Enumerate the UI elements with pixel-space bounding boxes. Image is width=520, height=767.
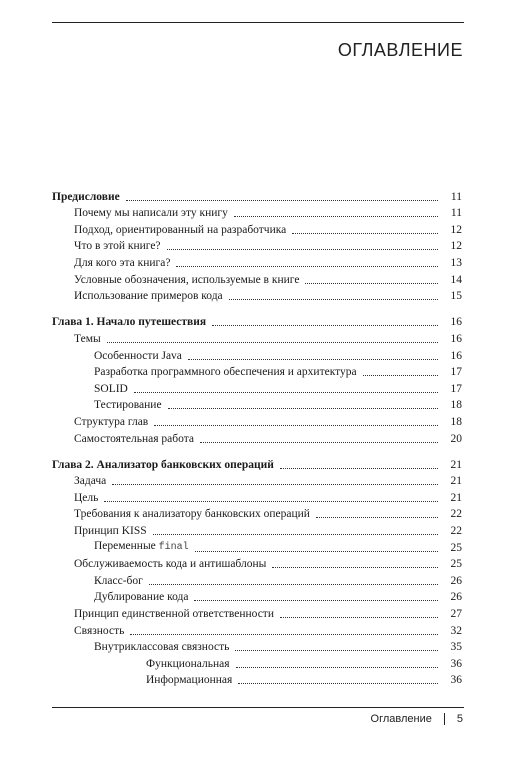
toc-entry-title [52,382,128,396]
toc-entry-label: Функциональная [146,657,230,670]
toc-entry[interactable] [52,621,462,638]
toc-entry-page: 26 [450,574,462,587]
dot-leader [234,216,438,217]
toc-entry-label: Внутриклассовая связность [94,641,230,654]
toc-entry-label: Глава 2. Анализатор банковских операций [52,458,274,471]
toc-entry-label: Класс-бог [94,574,143,587]
dot-leader [126,200,438,201]
toc-entry-title [52,507,310,521]
toc-entry[interactable] [52,363,462,380]
toc-entry-label: Использование примеров кода [74,290,223,303]
toc-entry-title [52,256,170,270]
dot-leader [280,468,438,469]
toc-entry-label: Подход, ориентированный на разработчика [74,223,287,236]
toc-entry-title [52,607,274,621]
footer-section-label: Оглавление [370,713,432,725]
toc-entry-label: Почему мы написали эту книгу [74,207,228,220]
toc-entry-page: 21 [450,491,462,504]
toc-entry[interactable] [52,253,462,270]
toc-entry-page: 18 [450,399,462,412]
dot-leader [236,667,438,668]
toc-entry[interactable] [52,588,462,605]
toc-entry-label: Дублирование кода [94,591,189,604]
toc-entry-title [52,474,106,488]
toc-entry-page: 36 [450,674,462,687]
footer-page-number: 5 [456,713,463,725]
dot-leader [112,484,438,485]
page-title: ОГЛАВЛЕНИЕ [337,40,463,60]
toc-entry-title [52,315,206,329]
toc-entry-page: 18 [450,415,462,428]
dot-leader [292,233,438,234]
toc-entry-title [52,239,161,253]
dot-leader [153,534,438,535]
toc-entry-title [52,206,228,220]
toc-entry-page: 15 [450,290,462,303]
toc-entry-title [52,415,148,429]
toc-entry-label: Предисловие [52,190,120,203]
toc-entry-label: Переменные [94,539,159,552]
toc-entry-label: Информационная [146,674,233,687]
toc-entry-page: 32 [450,624,462,637]
toc-entry[interactable] [52,638,462,655]
toc-entry-title [52,432,194,446]
toc-entry-page: 14 [450,273,462,286]
toc-entry-page: 27 [450,608,462,621]
toc-entry-title [52,458,274,472]
dot-leader [168,408,438,409]
toc-entry[interactable] [52,313,462,330]
toc-entry-page: 16 [450,332,462,345]
toc-entry[interactable] [52,538,462,555]
toc-entry-page: 21 [450,458,462,471]
toc-entry[interactable] [52,455,462,472]
toc-entry-page: 36 [450,657,462,670]
toc-entry[interactable] [52,505,462,522]
dot-leader [107,342,438,343]
toc-entry-title [52,524,147,538]
toc-entry[interactable] [52,521,462,538]
toc-entry-page: 25 [450,541,462,554]
toc-entry[interactable] [52,671,462,688]
toc-entry-label: Что в этой книге? [74,240,161,253]
toc-entry-label: SOLID [94,382,128,395]
toc-entry-label: Темы [74,332,101,345]
dot-leader [134,392,438,393]
toc-entry[interactable] [52,379,462,396]
toc-entry-title [52,574,143,588]
dot-leader [154,425,438,426]
toc-entry[interactable] [52,204,462,221]
toc-entry[interactable] [52,329,462,346]
toc-entry-page: 22 [450,508,462,521]
toc-entry-title [52,273,299,287]
dot-leader [149,584,438,585]
toc-entry-title [52,491,98,505]
toc-entry[interactable] [52,287,462,304]
toc-entry-title [52,539,189,555]
dot-leader [167,249,438,250]
toc-entry-label: Для кого эта книга? [74,256,171,269]
toc-entry-title [52,289,223,303]
toc-entry-page: 26 [450,591,462,604]
toc-entry-page: 21 [450,475,462,488]
toc-entry-label: Условные обозначения, используемые в книге [74,273,300,286]
toc-entry-page: 35 [450,641,462,654]
toc-entry[interactable] [52,555,462,572]
toc-entry-label: Цель [74,491,99,504]
toc-entry-title [52,365,357,379]
toc-entry-title [52,557,266,571]
toc-entry-page: 22 [450,525,462,538]
toc-entry-page: 13 [450,256,462,269]
toc-entry[interactable] [52,488,462,505]
dot-leader [130,634,438,635]
toc-entry[interactable] [52,187,462,204]
toc-entry-label: Структура глав [74,415,149,428]
toc-entry[interactable] [52,270,462,287]
dot-leader [280,617,438,618]
toc-entry-page: 25 [450,558,462,571]
dot-leader [235,650,438,651]
toc-entry-label: Самостоятельная работа [74,432,194,445]
dot-leader [363,375,438,376]
toc-entry-title [52,223,286,237]
toc-entry-label: Обслуживаемость кода и антишаблоны [74,558,267,571]
toc-entry[interactable] [52,220,462,237]
toc-entry-page: 11 [450,190,462,203]
toc-entry-page: 17 [450,366,462,379]
toc-entry-page: 16 [450,349,462,362]
toc-entry[interactable] [52,429,462,446]
toc-entry-label: Принцип единственной ответственности [74,608,274,621]
footer-separator [444,713,445,725]
dot-leader [176,266,438,267]
dot-leader [316,517,438,518]
toc-entry[interactable] [52,412,462,429]
toc-entry-label: Глава 1. Начало путешествия [52,316,207,329]
dot-leader [194,600,438,601]
bottom-rule [52,707,464,708]
toc-entry-label: Задача [74,475,107,488]
running-footer [371,713,463,725]
toc-entry-label: Требования к анализатору банковских операций [74,508,310,521]
toc-entry-label: Тестирование [94,399,162,412]
toc-entry-title [52,640,229,654]
toc-entry-title [52,332,101,346]
dot-leader [229,299,438,300]
toc-entry[interactable] [52,396,462,413]
dot-leader [200,442,438,443]
dot-leader [195,551,438,552]
toc-entry-label: Связность [74,624,125,637]
toc-entry-title [52,349,182,363]
toc-entry-page: 16 [450,316,462,329]
toc-entry[interactable] [52,237,462,254]
top-rule [52,22,464,23]
dot-leader [238,683,438,684]
dot-leader [188,359,438,360]
toc-entry[interactable] [52,472,462,489]
toc-entry-title [52,398,162,412]
toc-entry[interactable] [52,604,462,621]
toc-entry-code: final [158,541,189,553]
dot-leader [272,567,438,568]
dot-leader [212,325,438,326]
toc-entry-title [52,590,188,604]
toc-entry-title [52,673,232,687]
toc-entry-title [52,190,120,204]
toc-entry[interactable] [52,654,462,671]
toc-entry-label: Особенности Java [94,349,182,362]
toc-entry-title [52,624,124,638]
toc-entry-label: Разработка программного обеспечения и архитектура [94,366,357,379]
toc-entry-page: 20 [450,432,462,445]
toc-entry-page: 12 [450,240,462,253]
toc-entry-title [52,657,230,671]
toc-entry-page: 17 [450,382,462,395]
toc-entry[interactable] [52,346,462,363]
toc-entry-page: 12 [450,223,462,236]
toc-entry[interactable] [52,571,462,588]
toc-entry-label: Принцип KISS [74,525,147,538]
toc-entry-page: 11 [450,207,462,220]
table-of-contents [52,187,462,687]
dot-leader [104,501,438,502]
dot-leader [305,283,438,284]
